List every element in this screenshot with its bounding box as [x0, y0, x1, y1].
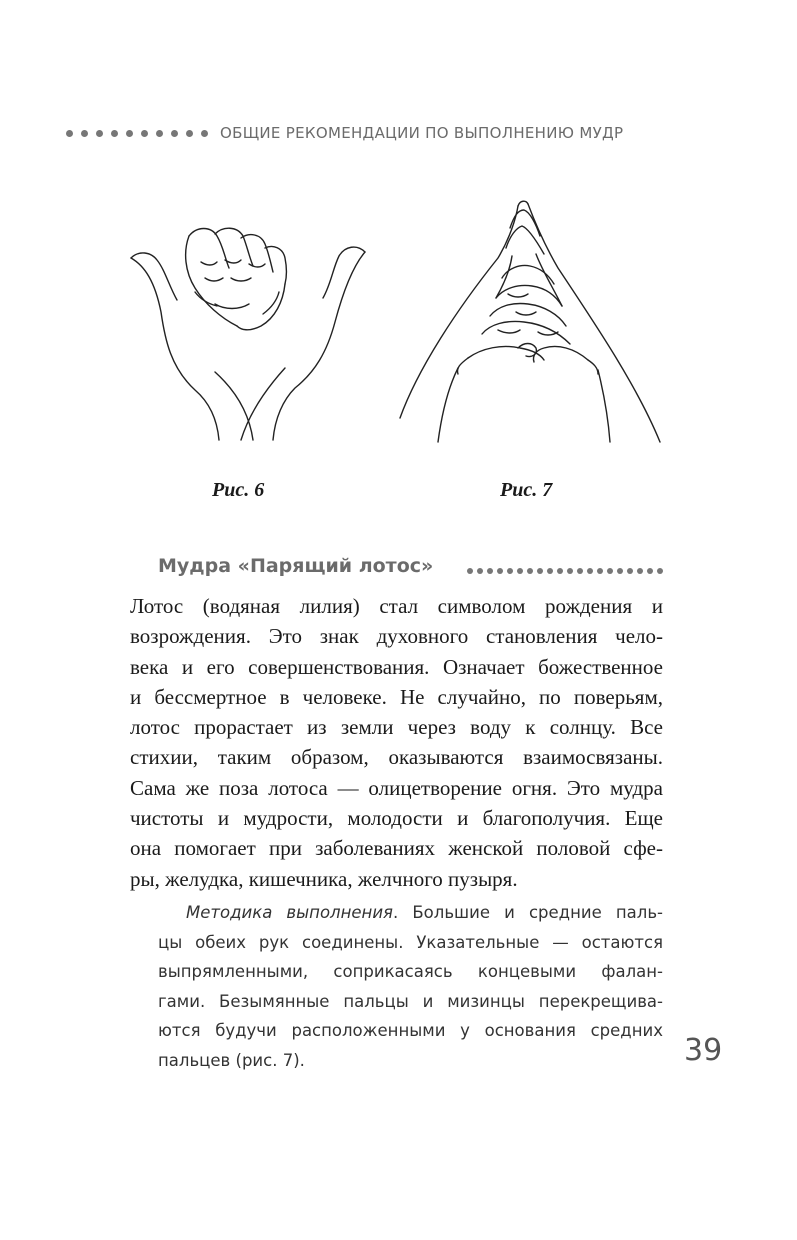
paragraph-line: ры, желудка, кишечника, желчного пузыря.	[130, 866, 518, 891]
hands-cupped-illustration-icon	[125, 222, 370, 442]
paragraph-line: она помогает при заболеваниях женской половой сфе-	[130, 836, 663, 861]
decorative-dot	[467, 568, 473, 574]
decorative-dot	[647, 568, 653, 574]
paragraph-line: века и его совершенствования. Означает божественное	[130, 654, 663, 679]
paragraph-line: и бессмертное в человеке. Не случайно, по поверьям,	[130, 684, 663, 709]
decorative-dot	[527, 568, 533, 574]
method-line: пальцев (рис. 7).	[158, 1050, 305, 1070]
method-first-line	[158, 898, 663, 928]
paragraph-line: лотос прорастает из земли через воду к солнцу. Все	[130, 715, 663, 740]
decorative-dot	[627, 568, 633, 574]
method-line: ются будучи расположенными у основания средних	[158, 1021, 663, 1041]
decorative-dot	[487, 568, 493, 574]
running-head	[66, 122, 666, 144]
method-first-line-rest: . Большие и средние паль-	[392, 903, 663, 922]
decorative-dot	[557, 568, 563, 574]
section-heading	[158, 551, 663, 581]
body-paragraph	[130, 591, 663, 894]
decorative-dot	[186, 130, 193, 137]
hands-triangle-illustration-icon	[398, 198, 663, 446]
decorative-dot	[497, 568, 503, 574]
decorative-dot	[81, 130, 88, 137]
decorative-dot	[126, 130, 133, 137]
method-block	[158, 898, 663, 1076]
decorative-dot	[617, 568, 623, 574]
decorative-dot	[111, 130, 118, 137]
figure-6	[125, 222, 370, 442]
decorative-dot	[547, 568, 553, 574]
method-line: цы обеих рук соединены. Указательные — остаются	[158, 932, 663, 952]
paragraph-line: чистоты и мудрости, молодости и благополучия. Еще	[130, 806, 663, 831]
section-title: Мудра «Парящий лотос»	[158, 555, 434, 577]
decorative-dot	[156, 130, 163, 137]
decorative-dot	[171, 130, 178, 137]
heading-dots	[445, 558, 663, 574]
decorative-dot	[597, 568, 603, 574]
decorative-dot	[96, 130, 103, 137]
method-label: Методика выполнения	[186, 903, 393, 922]
figure-7-caption: Рис. 7	[500, 479, 553, 501]
decorative-dot	[517, 568, 523, 574]
running-head-dots	[66, 130, 208, 137]
paragraph-line: возрождения. Это знак духовного становления чело-	[130, 624, 663, 649]
decorative-dot	[607, 568, 613, 574]
method-line: выпрямленными, соприкасаясь концевыми фалан-	[158, 962, 663, 982]
decorative-dot	[637, 568, 643, 574]
decorative-dot	[507, 568, 513, 574]
decorative-dot	[657, 568, 663, 574]
page-number: 39	[684, 1033, 723, 1068]
figure-7	[398, 198, 663, 446]
paragraph-line: Сама же поза лотоса — олицетворение огня. Это мудра	[130, 775, 663, 800]
decorative-dot	[537, 568, 543, 574]
decorative-dot	[201, 130, 208, 137]
decorative-dot	[141, 130, 148, 137]
figure-6-caption: Рис. 6	[212, 479, 265, 501]
decorative-dot	[567, 568, 573, 574]
paragraph-line: Лотос (водяная лилия) стал символом рождения и	[130, 594, 663, 618]
decorative-dot	[577, 568, 583, 574]
running-head-title: ОБЩИЕ РЕКОМЕНДАЦИИ ПО ВЫПОЛНЕНИЮ МУДР	[220, 124, 624, 142]
decorative-dot	[477, 568, 483, 574]
paragraph-line: стихии, таким образом, оказываются взаимосвязаны.	[130, 745, 663, 770]
method-line: гами. Безымянные пальцы и мизинцы перекрещива-	[158, 991, 663, 1011]
decorative-dot	[587, 568, 593, 574]
decorative-dot	[66, 130, 73, 137]
